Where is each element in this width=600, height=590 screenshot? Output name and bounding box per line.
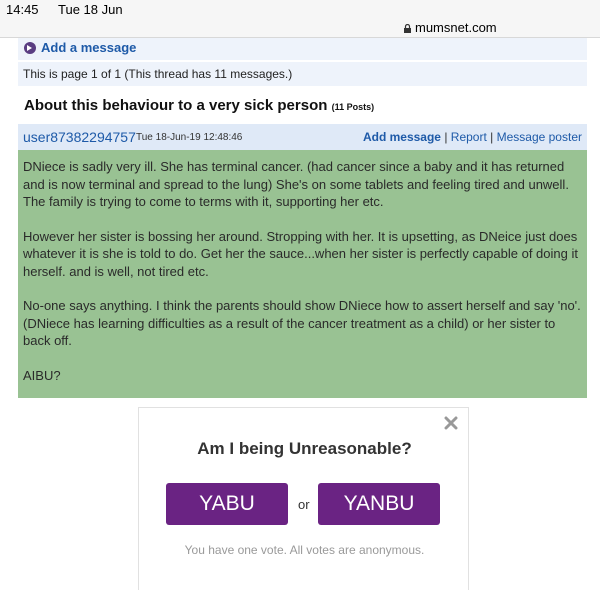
url-display[interactable] xyxy=(404,20,497,35)
add-message-row xyxy=(18,38,587,60)
thread-title-text: About this behaviour to a very sick person xyxy=(24,97,328,114)
vote-or-label: or xyxy=(298,497,310,512)
vote-card xyxy=(138,407,469,590)
yabu-button[interactable]: YABU xyxy=(166,483,288,525)
post-date: Tue 18-Jun-19 12:48:46 xyxy=(136,132,243,143)
close-icon[interactable] xyxy=(444,416,458,430)
status-date: Tue 18 Jun xyxy=(58,2,123,17)
thread-post-count: (11 Posts) xyxy=(331,102,375,112)
post-message-poster-link[interactable]: Message poster xyxy=(496,130,582,144)
vote-title: Am I being Unreasonable? xyxy=(197,439,412,458)
lock-icon xyxy=(404,24,411,33)
post-paragraph: DNiece is sadly very ill. She has terminal cancer. (had cancer since a baby and it has returned and is now terminal and spread to the lung) She's on some tablets and feeling tired and unwell. The family is trying to come to terms with it, supporting her etc. xyxy=(23,159,569,209)
status-bar xyxy=(0,0,600,18)
post-paragraph: However her sister is bossing her around. Stropping with her. It is upsetting, as DNeice just does whatever it is she is told to do. Get her the sauce...when her sister is perfectly capable of doing it herself. and is well, not tired etc. xyxy=(23,228,578,279)
page-info-bar xyxy=(18,62,587,86)
post-paragraph: No-one says anything. I think the parents should show DNiece how to assert herself and say 'no'. (DNiece has learning difficulties as a result of the cancer treatment as a child) or her sister to back off. xyxy=(23,298,581,348)
post-add-message-link[interactable]: Add message xyxy=(362,130,441,144)
url-bar[interactable] xyxy=(0,18,600,38)
post-header xyxy=(18,124,587,150)
post-report-link[interactable]: Report xyxy=(450,130,487,144)
thread-title xyxy=(24,97,374,114)
page-info-text: This is page 1 of 1 (This thread has 11 messages.) xyxy=(23,67,293,81)
actions-separator: | xyxy=(486,130,497,144)
post-username[interactable]: user87382294757 xyxy=(23,129,136,145)
add-message-link[interactable]: Add a message xyxy=(41,40,137,55)
arrow-circle-icon[interactable] xyxy=(24,42,36,54)
status-time: 14:45 xyxy=(6,2,39,17)
actions-separator: | xyxy=(440,130,451,144)
yanbu-button[interactable]: YANBU xyxy=(318,483,440,525)
vote-note: You have one vote. All votes are anonymous. xyxy=(184,543,425,557)
post-paragraph: AIBU? xyxy=(23,367,61,383)
url-domain: mumsnet.com xyxy=(415,20,497,35)
post-actions xyxy=(363,130,582,144)
post-body xyxy=(18,150,587,398)
